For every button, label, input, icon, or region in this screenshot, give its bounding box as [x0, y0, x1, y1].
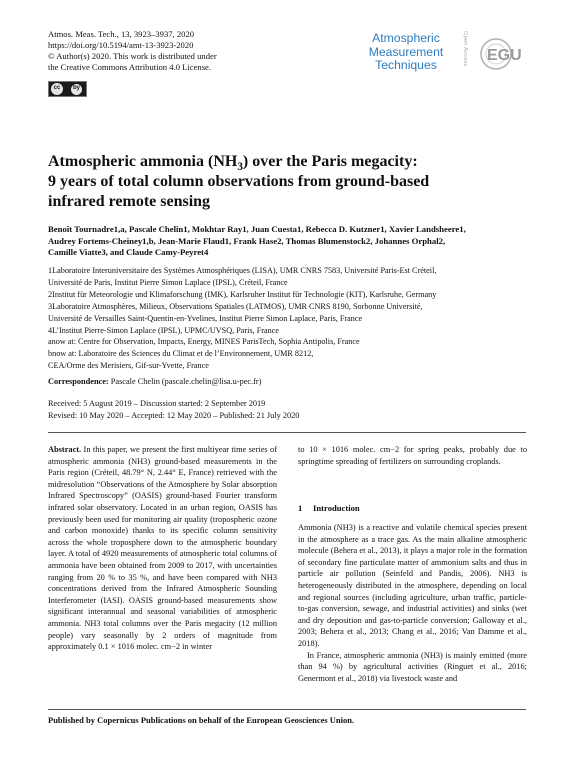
- correspondence: [48, 377, 518, 386]
- svg-text:EGU: EGU: [487, 47, 522, 64]
- cc-by-license-badge[interactable]: [48, 81, 87, 97]
- journal-name: [352, 32, 460, 73]
- introduction-body: [298, 522, 527, 684]
- author-line: Benoît Tournadre1,a, Pascale Chelin1, Mokhtar Ray1, Juan Cuesta1, Rebecca D. Kutzner1, Xavier Landsheere1,: [48, 224, 466, 234]
- received-date-line: Received: 5 August 2019 – Discussion started: 2 September 2019: [48, 399, 266, 408]
- affiliation-line: Université de Paris, Institut Pierre Simon Laplace (IPSL), Créteil, France: [48, 277, 288, 287]
- affiliation-line: 1Laboratoire Interuniversitaire des Systèmes Atmosphériques (LISA), UMR CNRS 7583, Université Paris-Est Créteil,: [48, 266, 437, 275]
- journal-name-line1: Atmospheric: [372, 31, 440, 45]
- copyright-line: © Author(s) 2020. This work is distributed under: [48, 51, 217, 61]
- divider: [48, 432, 526, 433]
- by-label: by: [72, 85, 80, 91]
- journal-citation-header: [48, 29, 217, 73]
- affiliation-line: 3Laboratoire Atmosphères, Milieux, Observations Spatiales (LATMOS), UMR CNRS 8190, Sorbonne Université,: [48, 301, 423, 311]
- paper-title: [48, 152, 488, 212]
- section-number: 1: [298, 503, 303, 513]
- affiliations: [48, 265, 518, 372]
- paragraph: Ammonia (NH3) is a reactive and volatile chemical species present in the atmosphere as a trace gas. As the main alkaline atmospheric molecule (Behera et al., 2013), it plays a major role in the formation of secondary fine particulate matter of ammonium salts and thus in particle air pollution (Seinfeld and Pandis, 2006). NH3 is heterogeneously distributed in the atmosphere, depending on local and regional sources (including agriculture, urban traffic, particle-to-gas conversion, sewage, and industrial activities) and sinks (wet and dry deposition and gas-to-particle conversion; Galloway et al., 2003; Behera et al., 2013; Chang et al., 2016; Van Damme et al., 2018).: [298, 523, 527, 648]
- correspondence-contact[interactable]: Pascale Chelin (pascale.chelin@lisa.u-pec.fr): [110, 377, 262, 386]
- affiliation-line: CEA/Orme des Merisiers, Gif-sur-Yvette, France: [48, 361, 209, 371]
- license-line: the Creative Commons Attribution 4.0 License.: [48, 62, 212, 72]
- abstract-text: In this paper, we present the first multiyear time series of atmospheric ammonia (NH3) ground-based measurements in the Paris region (Créteil, 48.79° N, 2.44° E, France) retrieved with the midresolution “Observations of the Atmosphere by Solar absorption Infrared Spectroscopy” (OASIS) ground-based Fourier transform infrared solar observatory. Located in an urban region, OASIS has previously been used for monitoring air quality (tropospheric ozone and carbon monoxide) thanks to its specific column sensitivity across the whole troposphere down to the atmospheric boundary layer. A total of 4920 measurements of atmospheric total columns of ammonia have been obtained from 2009 to 2017, with uncertainties ranging from 20 % to 35 %, and have been compared with NH3 concentrations derived from the Infrared Atmospheric Sounding Interferometer (IASI). OASIS ground-based measurements show significant interannual and seasonal variabilities of atmospheric ammonia. NH3 total columns over the Paris megacity (12 million people) vary seasonally by 2 orders of magnitude from approximately 0.1 × 1016 molec. cm−2 in winter: [48, 445, 277, 652]
- citation-line: Atmos. Meas. Tech., 13, 3923–3937, 2020: [48, 29, 195, 39]
- publication-dates: [48, 398, 518, 422]
- title-line2: 9 years of total column observations from ground-based: [48, 173, 430, 190]
- section-title: Introduction: [313, 503, 360, 513]
- affiliation-line: bnow at: Laboratoire des Sciences du Climat et de l’Environnement, UMR 8212,: [48, 349, 314, 359]
- correspondence-label: Correspondence:: [48, 377, 109, 386]
- affiliation-line: 4L’Institut Pierre-Simon Laplace (IPSL), UPMC/UVSQ, Paris, France: [48, 325, 279, 335]
- revised-date-line: Revised: 10 May 2020 – Accepted: 12 May 2020 – Published: 21 July 2020: [48, 411, 300, 420]
- title-line3: infrared remote sensing: [48, 193, 211, 210]
- doi-link[interactable]: https://doi.org/10.5194/amt-13-3923-2020: [48, 40, 194, 50]
- journal-name-line3: Techniques: [375, 58, 437, 72]
- open-access-label: Open Access: [462, 31, 468, 67]
- affiliation-line: 2Institut für Meteorologie und Klimaforschung (IMK), Karlsruher Institut für Technologie (KIT), Karlsruhe, Germany: [48, 289, 437, 299]
- cc-label: cc: [53, 85, 61, 91]
- journal-name-line2: Measurement: [368, 44, 444, 59]
- publisher-footer: Published by Copernicus Publications on behalf of the European Geosciences Union.: [48, 715, 355, 725]
- abstract: [48, 444, 277, 653]
- author-list: [48, 224, 518, 259]
- author-line: Camille Viatte3, and Claude Camy-Peyret4: [48, 247, 209, 257]
- footer-divider: [48, 709, 526, 710]
- abstract-continuation: to 10 × 1016 molec. cm−2 for spring peaks, probably due to springtime spreading of fertilizers on surrounding croplands.: [298, 445, 527, 466]
- author-line: Audrey Fortems-Cheiney1,b, Jean-Marie Flaud1, Frank Hase2, Thomas Blumenstock2, Johannes Orphal2,: [48, 235, 446, 246]
- title-line1: Atmospheric ammonia $(NH_3)$ over the Paris megacity:: [48, 153, 418, 174]
- paragraph: In France, atmospheric ammonia (NH3) is mainly emitted (more than 94 %) by agricultural activities (Ringuet et al., 2016; Genermont et al., 2018) via livestock waste and: [298, 650, 527, 683]
- egu-logo-icon: [478, 36, 524, 77]
- affiliation-line: Université de Versailles Saint-Quentin-en-Yvelines, Institut Pierre Simon Laplace, Paris, France: [48, 313, 363, 323]
- section-heading-introduction: [298, 503, 360, 513]
- affiliation-line: anow at: Centre for Observation, Impacts, Energy, MINES ParisTech, Sophia Antipolis, France: [48, 337, 360, 347]
- abstract-label: Abstract.: [48, 445, 82, 454]
